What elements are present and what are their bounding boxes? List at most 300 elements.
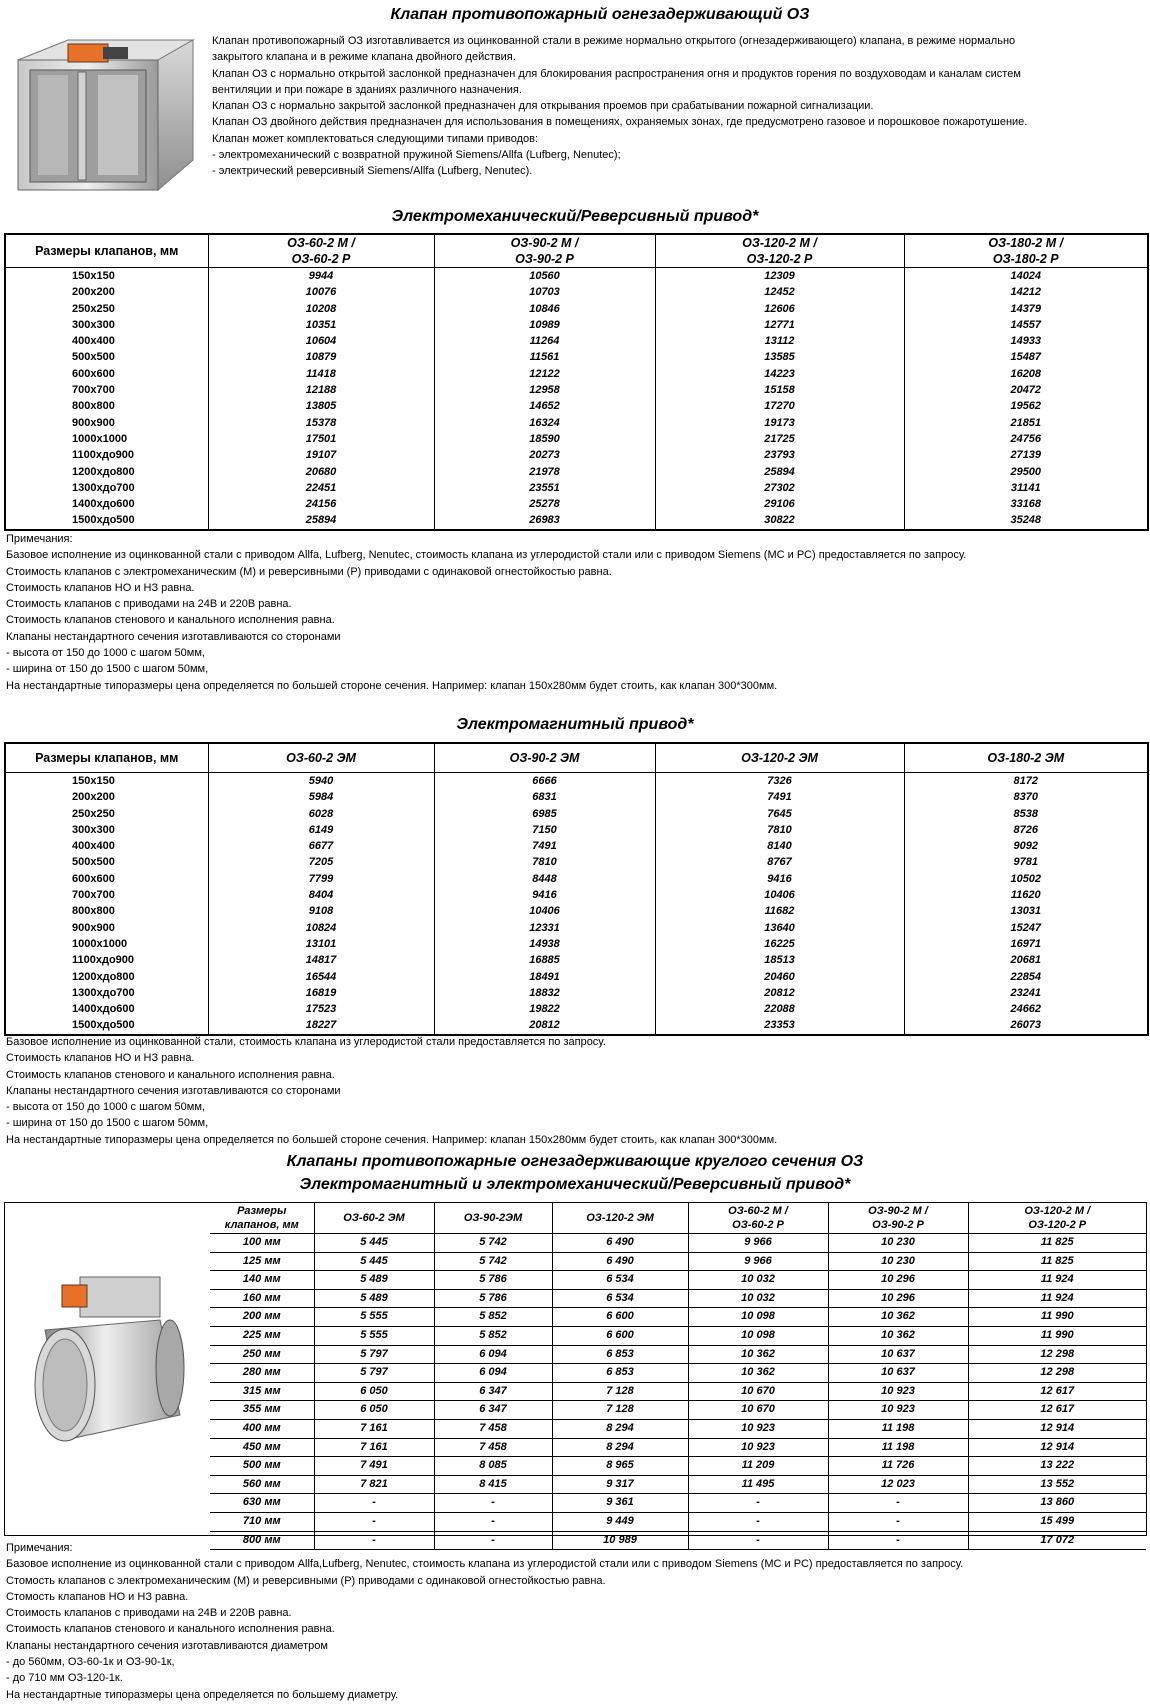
price-cell: 6 534 bbox=[552, 1289, 688, 1308]
price-cell: 17270 bbox=[655, 398, 904, 414]
price-cell: 19562 bbox=[904, 398, 1148, 414]
price-cell: 10 098 bbox=[688, 1326, 828, 1345]
price-cell: 7326 bbox=[655, 773, 904, 790]
price-cell: 7 458 bbox=[434, 1438, 552, 1457]
size-cell: 200 мм bbox=[210, 1308, 314, 1327]
price-cell: 18491 bbox=[434, 969, 655, 985]
price-cell: 18832 bbox=[434, 985, 655, 1001]
size-cell: 1100xдо900 bbox=[5, 447, 208, 463]
note-line: На нестандартные типоразмеры цена определяется по большей стороне сечения. Например: клапан 150х280мм будет стоить, как клапан 300*300мм. bbox=[6, 679, 778, 692]
size-cell: 400 мм bbox=[210, 1419, 314, 1438]
model-column-header: ОЗ-90-2ЭМ bbox=[434, 1203, 552, 1234]
price-cell: 9944 bbox=[208, 268, 434, 285]
table-row bbox=[5, 903, 1148, 919]
price-cell: 12331 bbox=[434, 920, 655, 936]
price-cell: 14652 bbox=[434, 398, 655, 414]
price-cell: 15247 bbox=[904, 920, 1148, 936]
note-line: Клапаны нестандартного сечения изготавливаются диаметром bbox=[6, 1639, 328, 1652]
price-cell: 14933 bbox=[904, 333, 1148, 349]
price-cell: 12958 bbox=[434, 382, 655, 398]
size-cell: 300x300 bbox=[5, 822, 208, 838]
price-cell: 10406 bbox=[655, 887, 904, 903]
price-cell: 16544 bbox=[208, 969, 434, 985]
price-cell: 10 670 bbox=[688, 1382, 828, 1401]
round-damper-image bbox=[20, 1275, 195, 1450]
price-cell: - bbox=[434, 1512, 552, 1531]
price-cell: 16225 bbox=[655, 936, 904, 952]
price-cell: 10 230 bbox=[828, 1234, 968, 1253]
size-cell: 100 мм bbox=[210, 1234, 314, 1253]
price-cell: 20812 bbox=[434, 1017, 655, 1034]
price-cell: 10 362 bbox=[828, 1308, 968, 1327]
model-column-header: ОЗ-90-2 М / ОЗ-90-2 Р bbox=[828, 1203, 968, 1234]
price-cell: 14223 bbox=[655, 366, 904, 382]
table-row bbox=[5, 512, 1148, 529]
price-cell: 14557 bbox=[904, 317, 1148, 333]
size-cell: 400x400 bbox=[5, 838, 208, 854]
note-line: На нестандартные типоразмеры цена определяется по большей стороне сечения. Например: клапан 150х280мм будет стоить, как клапан 300*300мм. bbox=[6, 1133, 778, 1146]
model-column-header: ОЗ-120-2 М / ОЗ-120-2 Р bbox=[968, 1203, 1146, 1234]
price-cell: 6 490 bbox=[552, 1234, 688, 1253]
table-row bbox=[210, 1364, 1146, 1383]
note-line: - высота от 150 до 1000 с шагом 50мм, bbox=[6, 647, 205, 660]
price-cell: 12 298 bbox=[968, 1364, 1146, 1383]
size-cell: 700x700 bbox=[5, 887, 208, 903]
table-row bbox=[5, 268, 1148, 285]
price-cell: 22854 bbox=[904, 969, 1148, 985]
price-cell: 17 072 bbox=[968, 1531, 1146, 1550]
price-cell: 20681 bbox=[904, 952, 1148, 968]
size-cell: 400x400 bbox=[5, 333, 208, 349]
table-row bbox=[5, 317, 1148, 333]
price-cell: 8140 bbox=[655, 838, 904, 854]
intro-line: - электрический реверсивный Siemens/Allfa (Lufberg, Nenutec). bbox=[212, 165, 533, 178]
price-cell: 29500 bbox=[904, 464, 1148, 480]
price-cell: 12 298 bbox=[968, 1345, 1146, 1364]
electromechanical-price-table bbox=[4, 233, 1149, 531]
table-row bbox=[5, 382, 1148, 398]
price-cell: 7491 bbox=[434, 838, 655, 854]
price-cell: 5 786 bbox=[434, 1271, 552, 1290]
table-row bbox=[5, 349, 1148, 365]
price-cell: 12122 bbox=[434, 366, 655, 382]
price-cell: 10351 bbox=[208, 317, 434, 333]
price-cell: 10846 bbox=[434, 301, 655, 317]
note-line: Стоимость клапанов стенового и канального исполнения равна. bbox=[6, 1068, 335, 1081]
price-cell: 15487 bbox=[904, 349, 1148, 365]
price-cell: 7810 bbox=[434, 854, 655, 870]
table-row bbox=[5, 789, 1148, 805]
note-line: Стоимость клапанов НО и НЗ равна. bbox=[6, 1052, 195, 1065]
price-cell: 23551 bbox=[434, 480, 655, 496]
price-cell: 8 294 bbox=[552, 1438, 688, 1457]
price-cell: 5 797 bbox=[314, 1345, 434, 1364]
price-cell: - bbox=[434, 1531, 552, 1550]
price-cell: 12 617 bbox=[968, 1401, 1146, 1420]
table-row bbox=[5, 936, 1148, 952]
price-cell: 5 445 bbox=[314, 1234, 434, 1253]
price-cell: 10824 bbox=[208, 920, 434, 936]
size-cell: 1300xдо700 bbox=[5, 480, 208, 496]
size-cell: 300x300 bbox=[5, 317, 208, 333]
price-cell: 10 032 bbox=[688, 1271, 828, 1290]
table-row bbox=[5, 871, 1148, 887]
note-line: - до 710 мм ОЗ-120-1к. bbox=[6, 1672, 123, 1685]
table-row bbox=[210, 1512, 1146, 1531]
table-row bbox=[5, 366, 1148, 382]
page-title: Клапан противопожарный огнезадерживающий ОЗ bbox=[390, 6, 810, 23]
price-cell: 6 050 bbox=[314, 1401, 434, 1420]
electromagnetic-price-table bbox=[4, 742, 1149, 1036]
price-cell: 25894 bbox=[655, 464, 904, 480]
price-cell: 13 860 bbox=[968, 1494, 1146, 1513]
price-cell: 10 923 bbox=[688, 1438, 828, 1457]
note-line: Стоимость клапанов стенового и канального исполнения равна. bbox=[6, 1623, 335, 1636]
intro-line: Клапан ОЗ с нормально открытой заслонкой предназначен для блокирования распространения огня и продуктов горения по воздуховодам и каналам систем bbox=[212, 67, 1021, 80]
price-cell: 10 362 bbox=[688, 1364, 828, 1383]
table-row bbox=[5, 854, 1148, 870]
price-cell: 5940 bbox=[208, 773, 434, 790]
price-cell: 8 415 bbox=[434, 1475, 552, 1494]
price-cell: 20460 bbox=[655, 969, 904, 985]
size-cell: 800 мм bbox=[210, 1531, 314, 1550]
size-column-header: Размеры клапанов, мм bbox=[210, 1203, 314, 1234]
model-column-header: ОЗ-60-2 М / ОЗ-60-2 Р bbox=[208, 234, 434, 268]
price-cell: 18513 bbox=[655, 952, 904, 968]
size-cell: 355 мм bbox=[210, 1401, 314, 1420]
note-line: - до 560мм, ОЗ-60-1к и ОЗ-90-1к, bbox=[6, 1656, 175, 1669]
table-row bbox=[210, 1271, 1146, 1290]
note-line: Базовое исполнение из оцинкованной стали с приводом Allfa, Lufberg, Nenutec, стоимость клапана из углеродистой стали или с приводом Siemens (МС и РС) предоставляется по запросу. bbox=[6, 549, 967, 562]
price-cell: 13805 bbox=[208, 398, 434, 414]
price-cell: 10 923 bbox=[828, 1401, 968, 1420]
table-row bbox=[210, 1345, 1146, 1364]
size-cell: 1000x1000 bbox=[5, 936, 208, 952]
size-column-header: Размеры клапанов, мм bbox=[5, 743, 208, 773]
size-cell: 125 мм bbox=[210, 1252, 314, 1271]
section3-title: Клапаны противопожарные огнезадерживающие круглого сечения ОЗ bbox=[286, 1153, 864, 1170]
price-cell: 9108 bbox=[208, 903, 434, 919]
price-cell: 11418 bbox=[208, 366, 434, 382]
price-cell: 23793 bbox=[655, 447, 904, 463]
size-cell: 1200xдо800 bbox=[5, 464, 208, 480]
table-row bbox=[5, 838, 1148, 854]
price-cell: 12 617 bbox=[968, 1382, 1146, 1401]
price-cell: 7645 bbox=[655, 806, 904, 822]
price-cell: 24756 bbox=[904, 431, 1148, 447]
price-cell: 5 555 bbox=[314, 1308, 434, 1327]
price-cell: 16819 bbox=[208, 985, 434, 1001]
price-cell: 7810 bbox=[655, 822, 904, 838]
price-cell: 6 534 bbox=[552, 1271, 688, 1290]
table-row bbox=[5, 496, 1148, 512]
rectangular-damper-image bbox=[8, 30, 203, 200]
price-cell: 13101 bbox=[208, 936, 434, 952]
size-cell: 1400xдо600 bbox=[5, 1001, 208, 1017]
price-cell: 10703 bbox=[434, 284, 655, 300]
price-cell: 8 085 bbox=[434, 1457, 552, 1476]
price-cell: 18590 bbox=[434, 431, 655, 447]
price-cell: 5 489 bbox=[314, 1271, 434, 1290]
table-row bbox=[5, 284, 1148, 300]
price-cell: 6149 bbox=[208, 822, 434, 838]
price-cell: 8 294 bbox=[552, 1419, 688, 1438]
round-damper-price-table bbox=[210, 1203, 1146, 1550]
size-cell: 900x900 bbox=[5, 415, 208, 431]
price-cell: 14212 bbox=[904, 284, 1148, 300]
price-cell: 18227 bbox=[208, 1017, 434, 1034]
model-column-header: ОЗ-120-2 М / ОЗ-120-2 Р bbox=[655, 234, 904, 268]
price-cell: 6 600 bbox=[552, 1326, 688, 1345]
size-cell: 1100xдо900 bbox=[5, 952, 208, 968]
model-column-header: ОЗ-60-2 ЭМ bbox=[314, 1203, 434, 1234]
size-cell: 500 мм bbox=[210, 1457, 314, 1476]
price-cell: - bbox=[314, 1494, 434, 1513]
table-row bbox=[5, 301, 1148, 317]
price-cell: 7150 bbox=[434, 822, 655, 838]
note-line: Стоимость клапанов с электромеханическим (М) и реверсивными (Р) приводами с одинаковой огнестойкостью равна. bbox=[6, 565, 612, 578]
price-cell: 14817 bbox=[208, 952, 434, 968]
model-column-header: ОЗ-120-2 ЭМ bbox=[655, 743, 904, 773]
price-cell: 13640 bbox=[655, 920, 904, 936]
price-cell: 10 230 bbox=[828, 1252, 968, 1271]
note-line: Клапаны нестандартного сечения изготавливаются со сторонами bbox=[6, 1084, 341, 1097]
price-cell: 15 499 bbox=[968, 1512, 1146, 1531]
intro-line: Клапан ОЗ двойного действия предназначен для использования в помещениях, охраняемых зонах, где предусмотрено газовое и порошковое пожаротушение. bbox=[212, 116, 1028, 129]
price-cell: 8726 bbox=[904, 822, 1148, 838]
note-line: Стомость клапанов НО и НЗ равна. bbox=[6, 1590, 189, 1603]
table-row bbox=[210, 1475, 1146, 1494]
price-cell: 13031 bbox=[904, 903, 1148, 919]
note-line: Стоимость клапанов с приводами на 24В и 220В равна. bbox=[6, 1607, 292, 1620]
size-cell: 500x500 bbox=[5, 349, 208, 365]
price-cell: 27302 bbox=[655, 480, 904, 496]
size-cell: 1200xдо800 bbox=[5, 969, 208, 985]
size-cell: 1400xдо600 bbox=[5, 496, 208, 512]
size-cell: 315 мм bbox=[210, 1382, 314, 1401]
price-cell: 7 128 bbox=[552, 1401, 688, 1420]
price-cell: 29106 bbox=[655, 496, 904, 512]
price-cell: - bbox=[688, 1494, 828, 1513]
price-cell: 11 990 bbox=[968, 1326, 1146, 1345]
price-cell: - bbox=[434, 1494, 552, 1513]
price-cell: 11 726 bbox=[828, 1457, 968, 1476]
price-cell: 6028 bbox=[208, 806, 434, 822]
price-cell: 13112 bbox=[655, 333, 904, 349]
intro-line: Клапан может комплектоваться следующими типами приводов: bbox=[212, 132, 539, 145]
intro-line: Клапан ОЗ с нормально закрытой заслонкой предназначен для открывания проемов при срабатывании пожарной сигнализации. bbox=[212, 100, 874, 113]
price-cell: 10208 bbox=[208, 301, 434, 317]
price-cell: 16324 bbox=[434, 415, 655, 431]
size-cell: 900x900 bbox=[5, 920, 208, 936]
price-cell: 10502 bbox=[904, 871, 1148, 887]
price-cell: 10879 bbox=[208, 349, 434, 365]
section3-notes bbox=[6, 1540, 963, 1703]
price-cell: 35248 bbox=[904, 512, 1148, 529]
price-cell: 10604 bbox=[208, 333, 434, 349]
price-cell: 11 198 bbox=[828, 1438, 968, 1457]
table-row bbox=[5, 447, 1148, 463]
size-column-header: Размеры клапанов, мм bbox=[5, 234, 208, 268]
note-line: Примечания: bbox=[6, 1542, 73, 1554]
price-cell: 17523 bbox=[208, 1001, 434, 1017]
note-line: Примечания: bbox=[6, 533, 73, 545]
price-cell: 10 637 bbox=[828, 1364, 968, 1383]
size-cell: 280 мм bbox=[210, 1364, 314, 1383]
price-cell: 9 361 bbox=[552, 1494, 688, 1513]
model-column-header: ОЗ-120-2 ЭМ bbox=[552, 1203, 688, 1234]
table-row bbox=[210, 1419, 1146, 1438]
price-cell: 21725 bbox=[655, 431, 904, 447]
price-cell: 6 347 bbox=[434, 1401, 552, 1420]
price-cell: 10 637 bbox=[828, 1345, 968, 1364]
price-cell: 7 491 bbox=[314, 1457, 434, 1476]
size-cell: 150x150 bbox=[5, 268, 208, 285]
price-cell: 10989 bbox=[434, 317, 655, 333]
note-line: Базовое исполнение из оцинкованной стали с приводом Allfa,Lufberg, Nenutec, стоимость клапана из углеродистой стали или с приводом Siemens (МС и РС) предоставляется по запросу. bbox=[6, 1558, 964, 1571]
price-cell: - bbox=[828, 1494, 968, 1513]
size-cell: 1500xдо500 bbox=[5, 1017, 208, 1034]
size-cell: 700x700 bbox=[5, 382, 208, 398]
size-cell: 800x800 bbox=[5, 398, 208, 414]
price-cell: 6 490 bbox=[552, 1252, 688, 1271]
price-cell: 30822 bbox=[655, 512, 904, 529]
price-cell: 5 445 bbox=[314, 1252, 434, 1271]
size-cell: 450 мм bbox=[210, 1438, 314, 1457]
price-cell: 7799 bbox=[208, 871, 434, 887]
table-row bbox=[210, 1234, 1146, 1253]
size-cell: 150x150 bbox=[5, 773, 208, 790]
price-cell: 11 209 bbox=[688, 1457, 828, 1476]
price-cell: 16971 bbox=[904, 936, 1148, 952]
price-cell: 16208 bbox=[904, 366, 1148, 382]
note-line: Клапаны нестандартного сечения изготавливаются со сторонами bbox=[6, 630, 341, 643]
price-cell: 26983 bbox=[434, 512, 655, 529]
model-column-header: ОЗ-60-2 ЭМ bbox=[208, 743, 434, 773]
section1-notes bbox=[6, 531, 966, 694]
table-row bbox=[5, 333, 1148, 349]
price-cell: 15378 bbox=[208, 415, 434, 431]
price-cell: 11 825 bbox=[968, 1234, 1146, 1253]
table-row bbox=[5, 920, 1148, 936]
model-column-header: ОЗ-180-2 М / ОЗ-180-2 Р bbox=[904, 234, 1148, 268]
price-cell: 5 742 bbox=[434, 1252, 552, 1271]
price-cell: - bbox=[688, 1512, 828, 1531]
price-cell: 12452 bbox=[655, 284, 904, 300]
intro-line: - электромеханический с возвратной пружиной Siemens/Allfa (Lufberg, Nenutec); bbox=[212, 149, 621, 162]
price-cell: 5 489 bbox=[314, 1289, 434, 1308]
note-line: Базовое исполнение из оцинкованной стали, стоимость клапана из углеродистой стали предоставляется по запросу. bbox=[6, 1036, 606, 1048]
price-cell: 10 670 bbox=[688, 1401, 828, 1420]
price-cell: 7205 bbox=[208, 854, 434, 870]
price-cell: 14938 bbox=[434, 936, 655, 952]
table-row bbox=[5, 969, 1148, 985]
price-cell: 8767 bbox=[655, 854, 904, 870]
price-cell: 8404 bbox=[208, 887, 434, 903]
size-cell: 225 мм bbox=[210, 1326, 314, 1345]
price-cell: 22088 bbox=[655, 1001, 904, 1017]
table-row bbox=[5, 1017, 1148, 1034]
section2-title: Электромагнитный привод* bbox=[456, 716, 694, 733]
section1-title: Электромеханический/Реверсивный привод* bbox=[391, 208, 759, 225]
price-cell: 33168 bbox=[904, 496, 1148, 512]
price-cell: 5 852 bbox=[434, 1326, 552, 1345]
price-cell: 11620 bbox=[904, 887, 1148, 903]
price-cell: 5 786 bbox=[434, 1289, 552, 1308]
size-cell: 800x800 bbox=[5, 903, 208, 919]
price-cell: 5 797 bbox=[314, 1364, 434, 1383]
size-cell: 560 мм bbox=[210, 1475, 314, 1494]
price-cell: 8172 bbox=[904, 773, 1148, 790]
price-cell: 6985 bbox=[434, 806, 655, 822]
price-cell: 13585 bbox=[655, 349, 904, 365]
price-cell: 6677 bbox=[208, 838, 434, 854]
price-cell: - bbox=[828, 1531, 968, 1550]
price-cell: 13 222 bbox=[968, 1457, 1146, 1476]
price-cell: 12771 bbox=[655, 317, 904, 333]
table-row bbox=[5, 822, 1148, 838]
price-cell: - bbox=[314, 1531, 434, 1550]
price-cell: 25894 bbox=[208, 512, 434, 529]
model-column-header: ОЗ-90-2 ЭМ bbox=[434, 743, 655, 773]
price-cell: 6 853 bbox=[552, 1364, 688, 1383]
model-column-header: ОЗ-90-2 М / ОЗ-90-2 Р bbox=[434, 234, 655, 268]
price-cell: 21851 bbox=[904, 415, 1148, 431]
price-cell: 7 161 bbox=[314, 1419, 434, 1438]
price-cell: 8538 bbox=[904, 806, 1148, 822]
price-cell: 7 821 bbox=[314, 1475, 434, 1494]
price-cell: 27139 bbox=[904, 447, 1148, 463]
intro-text bbox=[212, 33, 1132, 180]
price-cell: 15158 bbox=[655, 382, 904, 398]
price-cell: 10076 bbox=[208, 284, 434, 300]
price-cell: 19107 bbox=[208, 447, 434, 463]
price-cell: 9 449 bbox=[552, 1512, 688, 1531]
size-cell: 1500xдо500 bbox=[5, 512, 208, 529]
table-row bbox=[5, 464, 1148, 480]
price-cell: 20812 bbox=[655, 985, 904, 1001]
intro-line: закрытого клапана и в режиме клапана двойного действия. bbox=[212, 51, 516, 64]
price-cell: 9 966 bbox=[688, 1234, 828, 1253]
price-cell: 6 094 bbox=[434, 1364, 552, 1383]
price-cell: 11 990 bbox=[968, 1308, 1146, 1327]
price-cell: 11682 bbox=[655, 903, 904, 919]
price-cell: 6 853 bbox=[552, 1345, 688, 1364]
price-cell: 19173 bbox=[655, 415, 904, 431]
table-row bbox=[210, 1382, 1146, 1401]
table-row bbox=[210, 1289, 1146, 1308]
price-cell: 20472 bbox=[904, 382, 1148, 398]
table-row bbox=[210, 1326, 1146, 1345]
price-cell: 5 742 bbox=[434, 1234, 552, 1253]
price-cell: 10406 bbox=[434, 903, 655, 919]
price-cell: 5984 bbox=[208, 789, 434, 805]
price-cell: 14379 bbox=[904, 301, 1148, 317]
price-cell: 24662 bbox=[904, 1001, 1148, 1017]
table-row bbox=[210, 1494, 1146, 1513]
intro-line: Клапан противопожарный ОЗ изготавливается из оцинкованной стали в режиме нормально открытого (огнезадерживающего) клапана, в режиме нормально bbox=[212, 35, 1016, 47]
price-cell: 12188 bbox=[208, 382, 434, 398]
table-row bbox=[5, 1001, 1148, 1017]
price-cell: 11264 bbox=[434, 333, 655, 349]
note-line: - ширина от 150 до 1500 с шагом 50мм, bbox=[6, 663, 209, 676]
price-cell: 20680 bbox=[208, 464, 434, 480]
table-row bbox=[5, 985, 1148, 1001]
price-cell: 14024 bbox=[904, 268, 1148, 285]
table-row bbox=[5, 398, 1148, 414]
price-cell: 8448 bbox=[434, 871, 655, 887]
note-line: На нестандартные типоразмеры цена определяется по большему диаметру. bbox=[6, 1688, 399, 1701]
